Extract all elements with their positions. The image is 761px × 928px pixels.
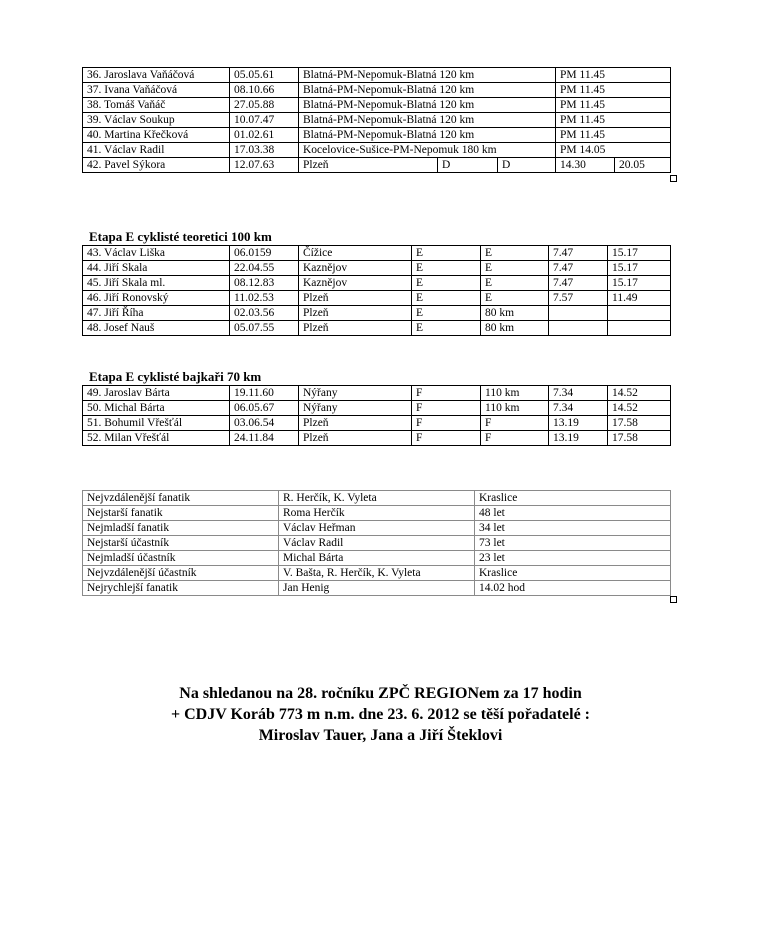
record-value: 73 let: [475, 536, 671, 551]
record-category: Nejstarší fanatik: [83, 506, 279, 521]
start-time: 7.47: [549, 261, 608, 276]
record-holder: V. Bašta, R. Herčík, K. Vyleta: [279, 566, 475, 581]
table-row: [83, 306, 671, 321]
stage-code: E: [412, 321, 481, 336]
rider-name: 47. Jiří Říha: [83, 306, 230, 321]
record-category: Nejmladší účastník: [83, 551, 279, 566]
birth-date: 27.05.88: [230, 98, 299, 113]
table-row: [83, 566, 671, 581]
start-time: 7.57: [549, 291, 608, 306]
birth-date: 19.11.60: [230, 386, 299, 401]
birth-date: 05.07.55: [230, 321, 299, 336]
rider-name: 41. Václav Radil: [83, 143, 230, 158]
stage-code: E: [412, 261, 481, 276]
rider-name: 45. Jiří Skala ml.: [83, 276, 230, 291]
finish-time: 14.52: [608, 386, 671, 401]
start-place: Nýřany: [299, 401, 412, 416]
table-row: [83, 491, 671, 506]
route: Blatná-PM-Nepomuk-Blatná 120 km: [299, 128, 556, 143]
table-row: [83, 551, 671, 566]
time: PM 11.45: [556, 113, 671, 128]
route: Blatná-PM-Nepomuk-Blatná 120 km: [299, 98, 556, 113]
rider-name: 42. Pavel Sýkora: [83, 158, 230, 173]
start-place: Kaznějov: [299, 261, 412, 276]
record-category: Nejmladší fanatik: [83, 521, 279, 536]
start-place: Kaznějov: [299, 276, 412, 291]
rider-name: 44. Jiří Skala: [83, 261, 230, 276]
rider-name: 39. Václav Soukup: [83, 113, 230, 128]
start-time: 7.34: [549, 401, 608, 416]
table-resize-handle[interactable]: [670, 175, 677, 182]
table-row: [83, 506, 671, 521]
rider-name: 49. Jaroslav Bárta: [83, 386, 230, 401]
distance: 80 km: [481, 306, 549, 321]
route: Blatná-PM-Nepomuk-Blatná 120 km: [299, 113, 556, 128]
table-row: [83, 246, 671, 261]
start-place: Plzeň: [299, 291, 412, 306]
finish-time: 11.49: [608, 291, 671, 306]
table-resize-handle[interactable]: [670, 596, 677, 603]
record-value: 34 let: [475, 521, 671, 536]
table-row: [83, 416, 671, 431]
rider-name: 51. Bohumil Vřešťál: [83, 416, 230, 431]
finish-time: [608, 306, 671, 321]
birth-date: 03.06.54: [230, 416, 299, 431]
stage-code: F: [412, 416, 481, 431]
start-place: Plzeň: [299, 306, 412, 321]
table-row: [83, 581, 671, 596]
birth-date: 10.07.47: [230, 113, 299, 128]
stage-code: E: [481, 261, 549, 276]
table-row: [83, 321, 671, 336]
stage-code: E: [481, 291, 549, 306]
finish-time: [608, 321, 671, 336]
distance: 110 km: [481, 386, 549, 401]
finish-time: 14.52: [608, 401, 671, 416]
time: PM 11.45: [556, 68, 671, 83]
birth-date: 06.05.67: [230, 401, 299, 416]
rider-name: 40. Martina Křečková: [83, 128, 230, 143]
birth-date: 12.07.63: [230, 158, 299, 173]
table-row: [83, 521, 671, 536]
closing-line: + CDJV Koráb 773 m n.m. dne 23. 6. 2012 se těší pořadatelé :: [170, 706, 591, 723]
birth-date: 24.11.84: [230, 431, 299, 446]
time: PM 11.45: [556, 128, 671, 143]
stage-code: F: [412, 386, 481, 401]
stage-code: E: [412, 246, 481, 261]
time: PM 14.05: [556, 143, 671, 158]
time: PM 11.45: [556, 83, 671, 98]
rider-name: 50. Michal Bárta: [83, 401, 230, 416]
route: Blatná-PM-Nepomuk-Blatná 120 km: [299, 68, 556, 83]
record-value: Kraslice: [475, 566, 671, 581]
birth-date: 17.03.38: [230, 143, 299, 158]
start-time: 7.47: [549, 246, 608, 261]
start-place: Plzeň: [299, 431, 412, 446]
stage-code: E: [412, 276, 481, 291]
table-row: [83, 143, 671, 158]
stage-code: E: [412, 291, 481, 306]
record-holder: Václav Radil: [279, 536, 475, 551]
birth-date: 01.02.61: [230, 128, 299, 143]
table-row: [83, 68, 671, 83]
route: Blatná-PM-Nepomuk-Blatná 120 km: [299, 83, 556, 98]
distance: 110 km: [481, 401, 549, 416]
start-time: 7.47: [549, 276, 608, 291]
start-time: 14.30: [556, 158, 615, 173]
finish-time: 20.05: [615, 158, 671, 173]
stage-code: D: [498, 158, 556, 173]
table-row: [83, 83, 671, 98]
table-row: [83, 386, 671, 401]
record-holder: Roma Herčík: [279, 506, 475, 521]
stage-code: E: [481, 276, 549, 291]
record-value: 14.02 hod: [475, 581, 671, 596]
start-time: 7.34: [549, 386, 608, 401]
rider-name: 43. Václav Liška: [83, 246, 230, 261]
record-holder: R. Herčík, K. Vyleta: [279, 491, 475, 506]
birth-date: 08.10.66: [230, 83, 299, 98]
closing-line: Na shledanou na 28. ročníku ZPČ REGIONem za 17 hodin: [179, 685, 582, 702]
record-holder: Václav Heřman: [279, 521, 475, 536]
finish-time: 17.58: [608, 416, 671, 431]
records-table: [82, 490, 671, 596]
time: PM 11.45: [556, 98, 671, 113]
table-row: [83, 431, 671, 446]
stage-e-table: [82, 245, 671, 336]
start-time: [549, 306, 608, 321]
stage-f-table: [82, 385, 671, 446]
finish-time: 17.58: [608, 431, 671, 446]
stage-code: F: [412, 431, 481, 446]
section-heading: Etapa E cyklisté bajkaři 70 km: [89, 369, 262, 384]
table-row: [83, 291, 671, 306]
birth-date: 05.05.61: [230, 68, 299, 83]
rider-name: 36. Jaroslava Vaňáčová: [83, 68, 230, 83]
finish-time: 15.17: [608, 246, 671, 261]
table-row: [83, 128, 671, 143]
birth-date: 08.12.83: [230, 276, 299, 291]
route: Kocelovice-Sušice-PM-Nepomuk 180 km: [299, 143, 556, 158]
start-place: Nýřany: [299, 386, 412, 401]
stage-code: E: [481, 246, 549, 261]
stage-d-table: [82, 67, 671, 173]
rider-name: 48. Josef Nauš: [83, 321, 230, 336]
stage-code: F: [412, 401, 481, 416]
table-row: [83, 113, 671, 128]
closing-message: [0, 683, 761, 746]
finish-time: 15.17: [608, 276, 671, 291]
closing-line: Miroslav Tauer, Jana a Jiří Šteklovi: [258, 727, 503, 744]
record-value: 48 let: [475, 506, 671, 521]
birth-date: 06.0159: [230, 246, 299, 261]
table-row: [83, 401, 671, 416]
stage-code: D: [438, 158, 498, 173]
record-category: Nejrychlejší fanatik: [83, 581, 279, 596]
rider-name: 52. Milan Vřešťál: [83, 431, 230, 446]
rider-name: 46. Jiří Ronovský: [83, 291, 230, 306]
birth-date: 22.04.55: [230, 261, 299, 276]
start-place: Plzeň: [299, 416, 412, 431]
distance: 80 km: [481, 321, 549, 336]
table-row: [83, 276, 671, 291]
start-place: Plzeň: [299, 158, 438, 173]
record-value: Kraslice: [475, 491, 671, 506]
record-category: Nejvzdálenější účastník: [83, 566, 279, 581]
record-holder: Jan Henig: [279, 581, 475, 596]
table-row: [83, 261, 671, 276]
start-place: Plzeň: [299, 321, 412, 336]
start-time: 13.19: [549, 431, 608, 446]
stage-code: E: [412, 306, 481, 321]
start-time: [549, 321, 608, 336]
finish-time: 15.17: [608, 261, 671, 276]
rider-name: 37. Ivana Vaňáčová: [83, 83, 230, 98]
section-heading: Etapa E cyklisté teoretici 100 km: [89, 229, 272, 244]
record-category: Nejvzdálenější fanatik: [83, 491, 279, 506]
table-row: [83, 98, 671, 113]
rider-name: 38. Tomáš Vaňáč: [83, 98, 230, 113]
stage-code: F: [481, 416, 549, 431]
start-time: 13.19: [549, 416, 608, 431]
record-category: Nejstarší účastník: [83, 536, 279, 551]
record-holder: Michal Bárta: [279, 551, 475, 566]
table-row: [83, 158, 671, 173]
start-place: Čížice: [299, 246, 412, 261]
table-row: [83, 536, 671, 551]
birth-date: 11.02.53: [230, 291, 299, 306]
stage-code: F: [481, 431, 549, 446]
birth-date: 02.03.56: [230, 306, 299, 321]
record-value: 23 let: [475, 551, 671, 566]
